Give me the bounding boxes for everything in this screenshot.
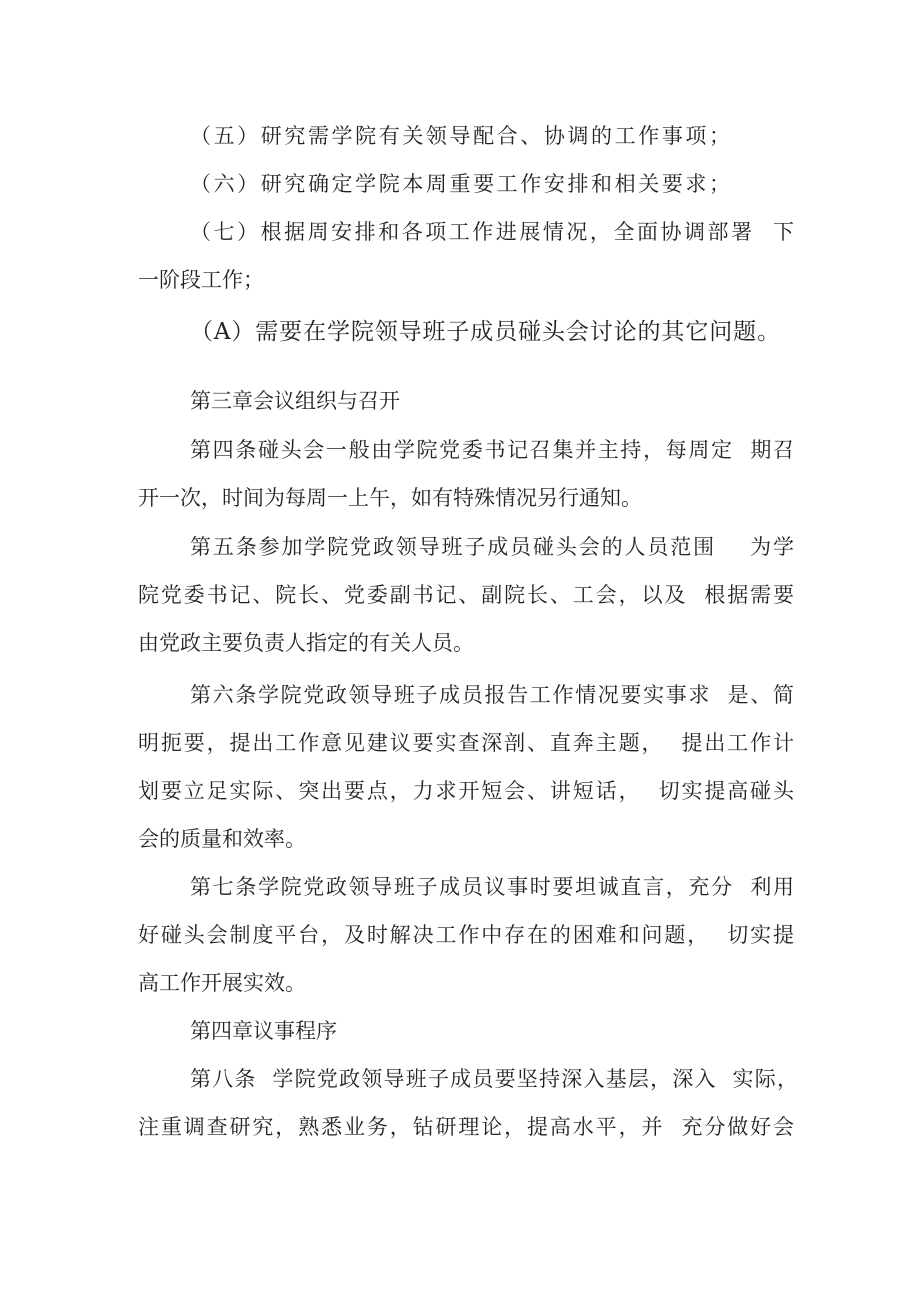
item-6: （六）研究确定学院本周重要工作安排和相关要求； <box>190 172 730 196</box>
article-5-line-2: 院党委书记、院长、党委副书记、副院长、工会，以及 根据需要 <box>138 583 794 607</box>
chapter-3-heading: 第三章会议组织与召开 <box>190 389 400 413</box>
article-8-line-1: 第八条 学院党政领导班子成员要坚持深入基层，深入 实际， <box>190 1067 798 1091</box>
item-7-line-1: （七）根据周安排和各项工作进展情况，全面协调部署 下 <box>190 220 794 244</box>
item-5: （五）研究需学院有关领导配合、协调的工作事项； <box>190 124 730 148</box>
article-6-line-1: 第六条学院党政领导班子成员报告工作情况要实事求 是、简 <box>190 683 794 707</box>
article-6-line-2: 明扼要，提出工作意见建议要实查深剖、直奔主题， 提出工作计 <box>138 731 794 755</box>
article-5-line-1: 第五条参加学院党政领导班子成员碰头会的人员范围 为学 <box>190 535 794 559</box>
article-4-line-2: 开一次，时间为每周一上午，如有特殊情况另行通知。 <box>138 486 642 510</box>
item-7-line-2: 一阶段工作； <box>138 268 264 292</box>
article-6-line-3: 划要立足实际、突出要点，力求开短会、讲短话， 切实提高碰头 <box>138 779 794 803</box>
article-7-line-2: 好碰头会制度平台，及时解决工作中存在的困难和问题， 切实提 <box>138 923 794 947</box>
article-8-line-2: 注重调查研究，熟悉业务，钻研理论，提高水平，并 充分做好会 <box>138 1115 794 1139</box>
chapter-4-heading: 第四章议事程序 <box>190 1019 337 1043</box>
article-5-line-3: 由党政主要负责人指定的有关人员。 <box>138 631 474 655</box>
article-7-line-1: 第七条学院党政领导班子成员议事时要坦诚直言，充分 利用 <box>190 875 794 899</box>
item-8: （A）需要在学院领导班子成员碰头会讨论的其它问题。 <box>190 319 780 345</box>
article-7-line-3: 高工作开展实效。 <box>138 971 306 995</box>
article-6-line-4: 会的质量和效率。 <box>138 827 306 851</box>
article-4-line-1: 第四条碰头会一般由学院党委书记召集并主持，每周定 期召 <box>190 438 794 462</box>
